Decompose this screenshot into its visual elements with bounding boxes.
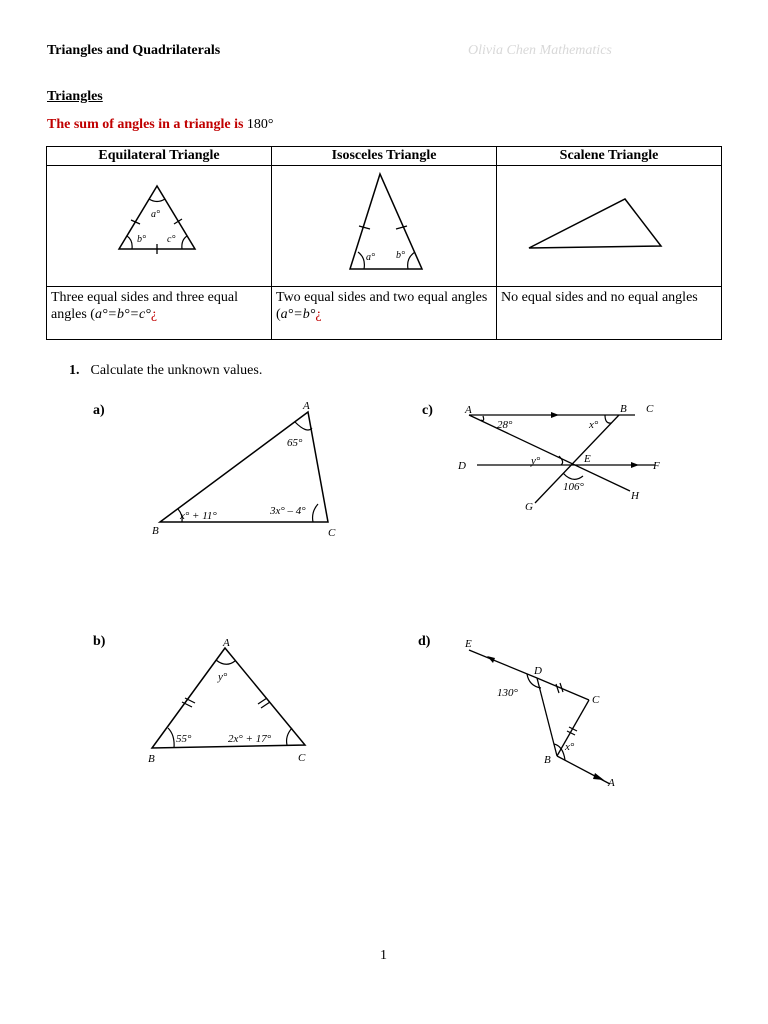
part-d-angle-130: 130°: [497, 687, 518, 699]
part-c-point-d: D: [458, 460, 466, 472]
angle-sum-value: 180°: [246, 117, 274, 132]
equilateral-figure-cell: [47, 166, 272, 287]
part-b-vertex-b: B: [148, 753, 155, 765]
triangle-types-table: [46, 146, 722, 340]
part-c-point-f: F: [653, 460, 660, 472]
part-d-point-d: D: [534, 665, 542, 677]
author-watermark: Olivia Chen Mathematics: [468, 43, 612, 58]
section-heading: Triangles: [47, 89, 103, 104]
scalene-triangle-diagram: [497, 166, 721, 281]
angle-sum-label: The sum of angles in a triangle is: [47, 117, 244, 132]
header-scalene: Scalene Triangle: [497, 147, 722, 166]
part-b-vertex-a: A: [223, 637, 230, 649]
equilateral-formula: a°=b°=c°: [94, 307, 151, 322]
isosceles-figure-cell: [272, 166, 497, 287]
angle-sum-statement: [47, 117, 274, 133]
part-a-angle-b: x° + 11°: [180, 510, 217, 522]
part-d-point-c: C: [592, 694, 600, 706]
isosceles-angle-a: a°: [366, 252, 375, 263]
part-c-point-a: A: [465, 404, 472, 416]
part-c-point-c: C: [646, 403, 654, 415]
part-d-point-b: B: [544, 754, 551, 766]
part-c-point-e: E: [584, 453, 591, 465]
part-b-vertex-c: C: [298, 752, 306, 764]
part-d-point-e: E: [465, 638, 472, 650]
isosceles-description: Two equal sides and two equal angles (a°=b°¿: [272, 287, 497, 340]
question-number: 1.: [69, 363, 80, 378]
part-c-angle-106: 106°: [563, 481, 584, 493]
scalene-figure-cell: [497, 166, 722, 287]
part-d-label: d): [418, 634, 431, 649]
part-a-angle-c: 3x° – 4°: [270, 505, 306, 517]
scalene-description: No equal sides and no equal angles: [497, 287, 722, 340]
part-a-angle-a: 65°: [287, 437, 303, 449]
part-d-point-a: A: [608, 777, 615, 789]
part-c-angle-28: 28°: [497, 419, 513, 431]
part-d-diagram: [455, 632, 635, 792]
equilateral-description: Three equal sides and three equal angles (a°=b°=c°¿: [47, 287, 272, 340]
part-b-angle-expr: 2x° + 17°: [228, 733, 272, 745]
isosceles-angle-b: b°: [396, 250, 405, 261]
question-text: Calculate the unknown values.: [90, 363, 263, 378]
page-number: 1: [380, 948, 387, 963]
part-a-label: a): [93, 403, 105, 418]
part-b-angle-y: y°: [218, 671, 228, 683]
equilateral-triangle-diagram: [47, 166, 271, 281]
part-a-diagram: [140, 398, 360, 543]
part-c-angle-x: x°: [589, 419, 599, 431]
question-1: [69, 363, 262, 379]
part-a-vertex-b: B: [152, 525, 159, 537]
part-b-label: b): [93, 634, 106, 649]
equilateral-angle-b: b°: [137, 234, 146, 245]
part-c-angle-y: y°: [531, 455, 541, 467]
header-equilateral: Equilateral Triangle: [47, 147, 272, 166]
isosceles-triangle-diagram: [272, 166, 496, 281]
part-a-vertex-a: A: [303, 400, 310, 412]
equilateral-angle-c: c°: [167, 234, 176, 245]
part-a-vertex-c: C: [328, 527, 336, 539]
part-c-point-g: G: [525, 501, 533, 513]
part-b-diagram: [140, 630, 330, 768]
document-title: Triangles and Quadrilaterals: [47, 43, 221, 58]
part-b-angle-55: 55°: [176, 733, 192, 745]
part-d-angle-x: x°: [565, 741, 575, 753]
equilateral-angle-a: a°: [151, 209, 160, 220]
part-c-point-b: B: [620, 403, 627, 415]
part-c-diagram: [455, 398, 675, 518]
header-isosceles: Isosceles Triangle: [272, 147, 497, 166]
part-c-point-h: H: [631, 490, 639, 502]
part-c-label: c): [422, 403, 433, 418]
isosceles-formula: a°=b°: [280, 307, 316, 322]
